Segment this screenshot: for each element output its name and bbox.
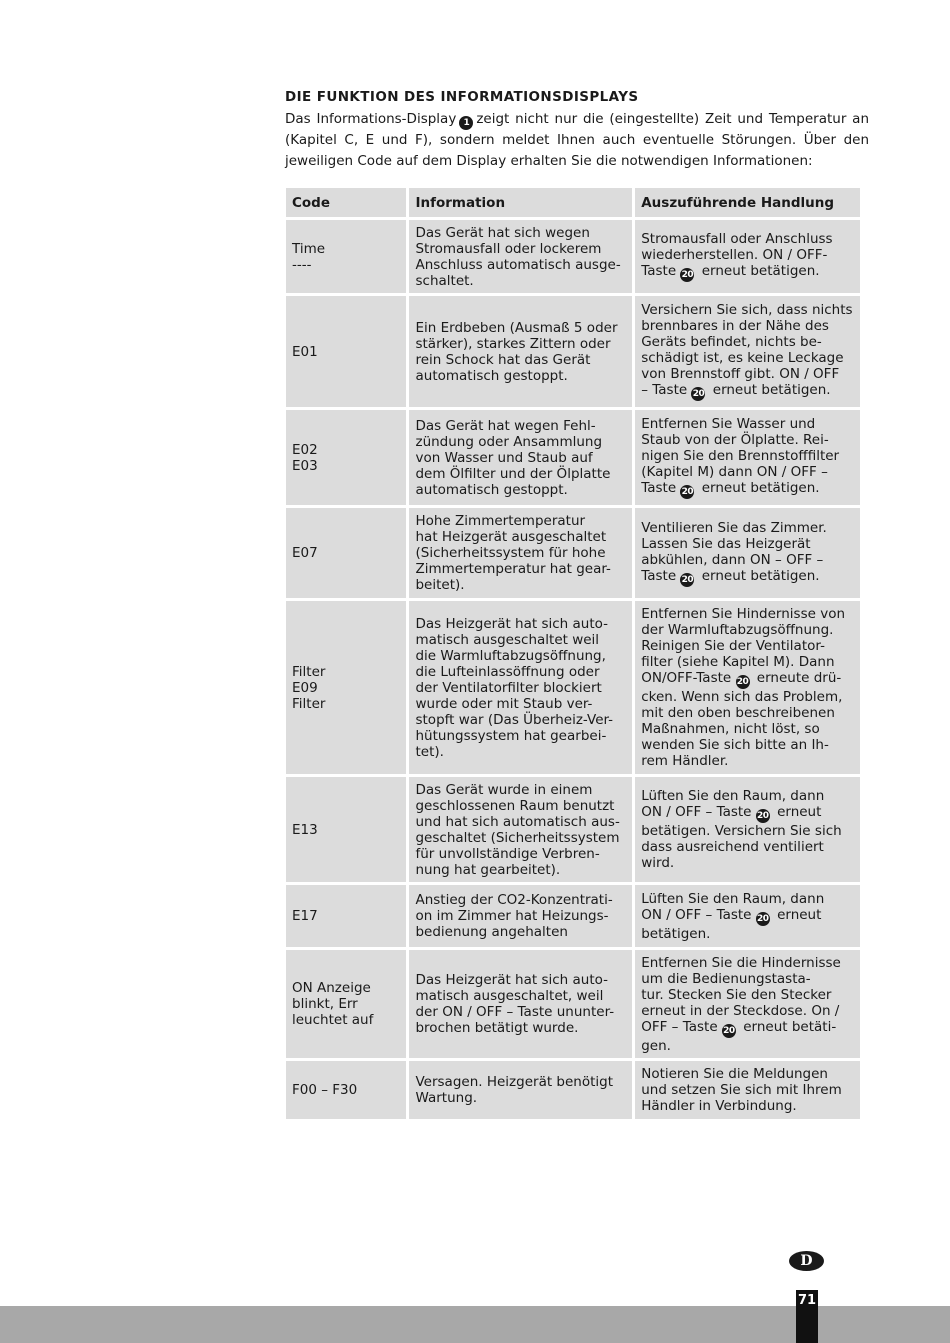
cell-line: (Sicherheitssystem für hohe bbox=[415, 545, 606, 561]
cell-line: Ventilieren Sie das Zimmer. bbox=[641, 519, 827, 536]
cell-line: die Lufteinlassöffnung oder bbox=[415, 663, 600, 680]
cell-line: Das Gerät wurde in einem bbox=[415, 781, 593, 798]
cell-line: automatisch gestoppt. bbox=[415, 481, 568, 498]
cell-line: Notieren Sie die Meldungen bbox=[641, 1066, 828, 1082]
cell-line: Lüften Sie den Raum, dann bbox=[641, 788, 825, 804]
onoff-key-ref-icon: 20 bbox=[736, 677, 749, 687]
cell-line: betätigen. Versichern Sie sich bbox=[641, 823, 842, 839]
action-cell bbox=[635, 950, 860, 1058]
cell-line: zündung oder Ansammlung bbox=[415, 433, 603, 450]
cell-line: blinkt, Err bbox=[292, 996, 358, 1012]
cell-line: E09 bbox=[292, 679, 318, 696]
cell-line: Stromausfall oder Anschluss bbox=[641, 231, 833, 247]
cell-line: Ein Erdbeben (Ausmaß 5 oder bbox=[415, 319, 618, 336]
table-row bbox=[286, 601, 860, 774]
code-cell bbox=[286, 508, 406, 598]
code-cell bbox=[286, 950, 406, 1058]
cell-line: Taste 20 erneut betätigen. bbox=[641, 480, 820, 497]
cell-line: E03 bbox=[292, 457, 318, 474]
cell-line: abkühlen, dann ON – OFF – bbox=[641, 551, 824, 568]
cell-line: Entfernen Sie Hindernisse von bbox=[641, 606, 846, 622]
onoff-key-ref-icon: 20 bbox=[681, 487, 694, 497]
code-cell bbox=[286, 885, 406, 947]
information-cell bbox=[409, 885, 632, 947]
cell-line: Zimmertemperatur hat gear- bbox=[415, 561, 611, 577]
section-heading: DIE FUNKTION DES INFORMATIONSDISPLAYS bbox=[285, 89, 639, 105]
onoff-key-ref-icon: 20 bbox=[681, 270, 694, 280]
action-cell bbox=[635, 508, 860, 598]
cell-line: ON / OFF – Taste 20 erneut bbox=[641, 906, 822, 924]
page-number: 71 bbox=[796, 1290, 818, 1343]
cell-line: gen. bbox=[641, 1037, 671, 1054]
cell-line: und hat sich automatisch aus- bbox=[415, 813, 620, 830]
cell-line: tur. Stecken Sie den Stecker bbox=[641, 986, 832, 1003]
cell-line: dass ausreichend ventiliert bbox=[641, 839, 824, 855]
cell-line: wird. bbox=[641, 855, 675, 871]
cell-line: leuchtet auf bbox=[292, 1012, 374, 1028]
onoff-key-ref-icon: 20 bbox=[723, 1025, 735, 1036]
action-cell bbox=[635, 1061, 860, 1119]
cell-line: wurde oder mit Staub ver- bbox=[415, 695, 593, 712]
code-cell bbox=[286, 296, 406, 407]
content bbox=[285, 89, 869, 171]
information-cell bbox=[409, 508, 632, 598]
cell-line: Reinigen Sie der Ventilator- bbox=[641, 638, 825, 654]
cell-line: von Brennstoff gibt. ON / OFF bbox=[641, 366, 840, 382]
cell-line: Händler in Verbindung. bbox=[641, 1098, 797, 1114]
action-cell bbox=[635, 601, 860, 774]
table-row bbox=[286, 220, 860, 293]
action-cell bbox=[635, 885, 860, 947]
cell-line: ON / OFF – Taste 20 erneut bbox=[641, 804, 822, 821]
cell-line: Anstieg der CO2-Konzentrati- bbox=[415, 892, 613, 908]
intro-text-before: Das Informations-Display bbox=[285, 111, 457, 127]
cell-line: Geräts befindet, nichts be- bbox=[641, 334, 822, 350]
table-body bbox=[286, 220, 860, 1119]
error-code-table bbox=[283, 185, 863, 1122]
cell-line: stopft war (Das Überheiz-Ver- bbox=[415, 711, 614, 728]
cell-line: stärker), starkes Zittern oder bbox=[415, 335, 611, 352]
code-cell bbox=[286, 1061, 406, 1119]
cell-line: schädigt ist, es keine Leckage bbox=[641, 350, 844, 366]
cell-line: um die Bedienungstasta- bbox=[641, 970, 811, 987]
cell-line: hütungssystem hat gearbei- bbox=[415, 727, 607, 744]
cell-line: die Warmluftabzugsöffnung, bbox=[415, 647, 606, 664]
intro-text-after: zeigt nicht nur die (eingestellte) Zeit und Temperatur an (Kapitel C, E und F), sondern meldet Ihnen auch eventuelle Störungen. Über den jeweiligen Code auf dem Display erhalten Sie die notwendigen Informationen: bbox=[285, 111, 869, 169]
header-information: Information bbox=[409, 188, 632, 217]
cell-line: (Kapitel M) dann ON / OFF – bbox=[641, 464, 828, 480]
cell-line: ON/OFF-Taste 20 erneute drü- bbox=[641, 670, 842, 687]
table-row bbox=[286, 777, 860, 882]
cell-line: Staub von der Ölplatte. Rei- bbox=[641, 432, 829, 448]
cell-line: der Ventilatorfilter blockiert bbox=[415, 679, 602, 696]
cell-line: – Taste 20 erneut betätigen. bbox=[641, 382, 831, 399]
cell-line: Wartung. bbox=[415, 1090, 478, 1106]
cell-line: nung hat gearbeitet). bbox=[415, 861, 561, 878]
cell-line: beitet). bbox=[415, 577, 465, 593]
header-code: Code bbox=[286, 188, 406, 217]
code-cell bbox=[286, 410, 406, 505]
cell-line: on im Zimmer hat Heizungs- bbox=[415, 908, 609, 924]
table-header-row bbox=[286, 188, 860, 217]
cell-line: brochen betätigt wurde. bbox=[415, 1020, 579, 1036]
action-cell bbox=[635, 410, 860, 505]
onoff-key-ref-icon: 20 bbox=[692, 389, 705, 399]
cell-line: erneut in der Steckdose. On / bbox=[641, 1002, 840, 1019]
code-cell bbox=[286, 220, 406, 293]
cell-line: E13 bbox=[292, 821, 318, 838]
cell-line: Entfernen Sie die Hindernisse bbox=[641, 954, 841, 971]
code-cell bbox=[286, 601, 406, 774]
information-cell bbox=[409, 296, 632, 407]
header-action: Auszuführende Handlung bbox=[635, 188, 860, 217]
cell-line: rein Schock hat das Gerät bbox=[415, 351, 591, 368]
table-row bbox=[286, 410, 860, 505]
cell-line: Versichern Sie sich, dass nichts bbox=[641, 302, 853, 318]
cell-line: rem Händler. bbox=[641, 753, 729, 769]
information-cell bbox=[409, 410, 632, 505]
table-row bbox=[286, 508, 860, 598]
cell-line: hat Heizgerät ausgeschaltet bbox=[415, 529, 607, 545]
cell-line: Time bbox=[292, 240, 326, 257]
cell-line: Maßnahmen, nicht löst, so bbox=[641, 721, 820, 737]
cell-line: brennbares in der Nähe des bbox=[641, 318, 829, 334]
cell-line: E02 bbox=[292, 441, 318, 458]
cell-line: Lassen Sie das Heizgerät bbox=[641, 535, 811, 552]
cell-line: wiederherstellen. ON / OFF- bbox=[641, 247, 828, 263]
display-marker-icon: 1 bbox=[459, 116, 473, 130]
cell-line: ON Anzeige bbox=[292, 980, 371, 996]
action-cell bbox=[635, 777, 860, 882]
language-badge: D bbox=[789, 1251, 824, 1271]
cell-line: Filter bbox=[292, 663, 326, 680]
information-cell bbox=[409, 1061, 632, 1119]
table-row bbox=[286, 885, 860, 947]
cell-line: geschaltet (Sicherheitssystem bbox=[415, 829, 620, 846]
information-cell bbox=[409, 777, 632, 882]
information-cell bbox=[409, 601, 632, 774]
cell-line: matisch ausgeschaltet, weil bbox=[415, 988, 604, 1004]
cell-line: der Warmluftabzugsöffnung. bbox=[641, 622, 834, 638]
cell-line: Das Gerät hat sich wegen bbox=[415, 224, 590, 241]
onoff-key-ref-icon: 20 bbox=[757, 811, 769, 821]
intro-paragraph bbox=[285, 109, 869, 171]
cell-line: Das Heizgerät hat sich auto- bbox=[415, 615, 609, 632]
cell-line: Filter bbox=[292, 695, 326, 712]
cell-line: betätigen. bbox=[641, 925, 711, 942]
code-cell bbox=[286, 777, 406, 882]
action-cell bbox=[635, 296, 860, 407]
onoff-key-ref-icon: 20 bbox=[681, 574, 694, 585]
cell-line: Taste 20 erneut betätigen. bbox=[641, 567, 820, 585]
cell-line: filter (siehe Kapitel M). Dann bbox=[641, 654, 835, 670]
cell-line: E01 bbox=[292, 343, 318, 360]
cell-line: ---- bbox=[292, 256, 312, 273]
cell-line: wenden Sie sich bitte an Ih- bbox=[641, 737, 829, 753]
cell-line: und setzen Sie sich mit Ihrem bbox=[641, 1082, 842, 1098]
table-row bbox=[286, 1061, 860, 1119]
cell-line: dem Ölfilter und der Ölplatte bbox=[415, 465, 611, 482]
cell-line: nigen Sie den Brennstofffilter bbox=[641, 448, 840, 464]
onoff-key-ref-icon: 20 bbox=[757, 913, 769, 924]
cell-line: von Wasser und Staub auf bbox=[415, 449, 593, 466]
cell-line: mit den oben beschreibenen bbox=[641, 705, 835, 721]
cell-line: Das Heizgerät hat sich auto- bbox=[415, 972, 609, 988]
cell-line: F00 – F30 bbox=[292, 1082, 358, 1098]
cell-line: bedienung angehalten bbox=[415, 924, 568, 940]
cell-line: tet). bbox=[415, 743, 444, 760]
cell-line: automatisch gestoppt. bbox=[415, 367, 568, 384]
cell-line: Taste 20 erneut betätigen. bbox=[641, 263, 820, 280]
cell-line: der ON / OFF – Taste ununter- bbox=[415, 1004, 615, 1020]
cell-line: geschlossenen Raum benutzt bbox=[415, 797, 615, 814]
cell-line: matisch ausgeschaltet weil bbox=[415, 631, 600, 648]
cell-line: OFF – Taste 20 erneut betäti- bbox=[641, 1018, 837, 1036]
cell-line: Hohe Zimmertemperatur bbox=[415, 513, 586, 529]
cell-line: cken. Wenn sich das Problem, bbox=[641, 689, 843, 705]
cell-line: Das Gerät hat wegen Fehl- bbox=[415, 417, 596, 434]
action-cell bbox=[635, 220, 860, 293]
cell-line: Stromausfall oder lockerem bbox=[415, 240, 602, 257]
table-row bbox=[286, 296, 860, 407]
cell-line: schaltet. bbox=[415, 272, 474, 289]
cell-line: Versagen. Heizgerät benötigt bbox=[415, 1074, 614, 1090]
cell-line: E17 bbox=[292, 908, 318, 924]
cell-line: für unvollständige Verbren- bbox=[415, 845, 600, 862]
information-cell bbox=[409, 220, 632, 293]
table-row bbox=[286, 950, 860, 1058]
cell-line: E07 bbox=[292, 545, 318, 561]
cell-line: Anschluss automatisch ausge- bbox=[415, 256, 621, 273]
cell-line: Entfernen Sie Wasser und bbox=[641, 416, 816, 432]
cell-line: Lüften Sie den Raum, dann bbox=[641, 890, 825, 907]
information-cell bbox=[409, 950, 632, 1058]
